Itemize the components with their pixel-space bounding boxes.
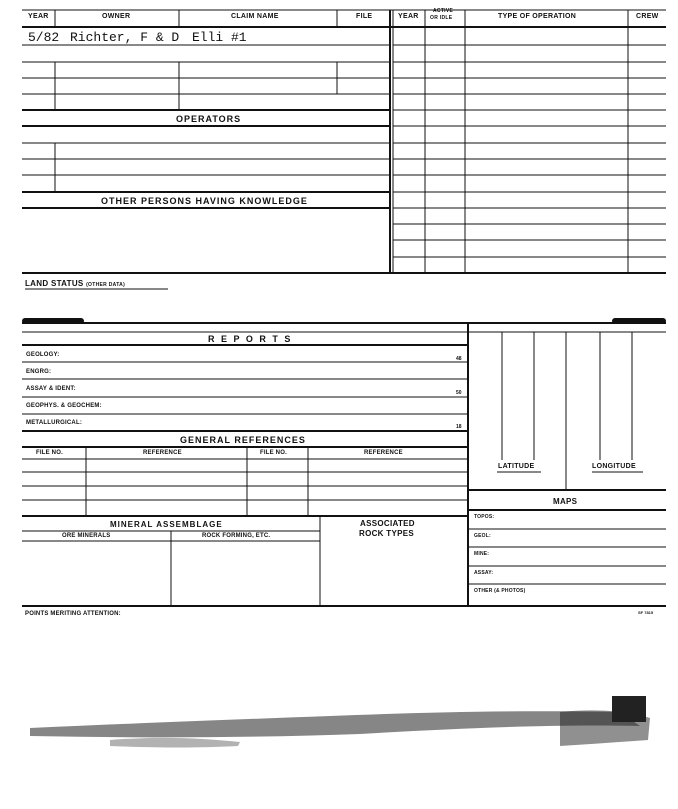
land-status-text: LAND STATUS — [25, 279, 84, 288]
col-reference: REFERENCE — [143, 450, 182, 456]
points-meriting-attention-label: POINTS MERITING ATTENTION: — [25, 611, 121, 617]
entry-claim-name: Elli #1 — [192, 30, 247, 45]
header-claim-name: CLAIM NAME — [231, 13, 279, 20]
rock-types-label: ROCK TYPES — [359, 529, 415, 538]
header-owner: OWNER — [102, 13, 131, 20]
reports-title: R E P O R T S — [208, 334, 293, 344]
col-reference-2: REFERENCE — [364, 450, 403, 456]
maps-geol-label: GEOL: — [474, 533, 491, 539]
latitude-label: LATITUDE — [498, 463, 535, 470]
col-file-no-2: FILE NO. — [260, 450, 287, 456]
header-year-2: YEAR — [398, 13, 419, 20]
operators-label: OPERATORS — [176, 114, 242, 124]
maps-topos-label: TOPOS: — [474, 514, 495, 520]
longitude-label: LONGITUDE — [592, 463, 636, 470]
associated-label: ASSOCIATED — [360, 519, 415, 528]
mineral-assemblage-title: MINERAL ASSEMBLAGE — [110, 520, 223, 529]
col-file-no: FILE NO. — [36, 450, 63, 456]
maps-other-label: OTHER (& PHOTOS) — [474, 588, 526, 594]
report-metallurgical-num: 18 — [456, 424, 462, 430]
report-assay-num: 50 — [456, 390, 462, 396]
header-year: YEAR — [28, 13, 49, 20]
entry-owner: Richter, F & D — [70, 30, 180, 45]
rock-forming-label: ROCK FORMING, ETC. — [202, 533, 271, 539]
report-engrg-label: ENGRG: — [26, 369, 52, 375]
header-file: FILE — [356, 13, 373, 20]
maps-title: MAPS — [553, 497, 578, 506]
maps-mine-label: MINE: — [474, 551, 490, 557]
report-geology-num: 48 — [456, 356, 462, 362]
header-active: ACTIVE — [433, 8, 454, 14]
header-crew: CREW — [636, 13, 659, 20]
other-persons-label: OTHER PERSONS HAVING KNOWLEDGE — [101, 196, 308, 206]
maps-assay-label: ASSAY: — [474, 570, 494, 576]
entry-year: 5/82 — [28, 30, 60, 45]
scan-artifacts — [30, 696, 650, 748]
ore-minerals-label: ORE MINERALS — [62, 533, 111, 539]
header-type-of-operation: TYPE OF OPERATION — [498, 13, 577, 20]
report-metallurgical-label: METALLURGICAL: — [26, 420, 83, 426]
general-references-title: GENERAL REFERENCES — [180, 435, 306, 445]
land-status-sub: (OTHER DATA) — [86, 282, 126, 288]
report-geophys-label: GEOPHYS. & GEOCHEM: — [26, 403, 102, 409]
header-or-idle: OR IDLE — [430, 15, 453, 21]
report-assay-label: ASSAY & IDENT: — [26, 386, 76, 392]
land-status-label — [25, 279, 125, 288]
report-geology-label: GEOLOGY: — [26, 352, 60, 358]
form-number: SF 7815 — [638, 610, 654, 615]
